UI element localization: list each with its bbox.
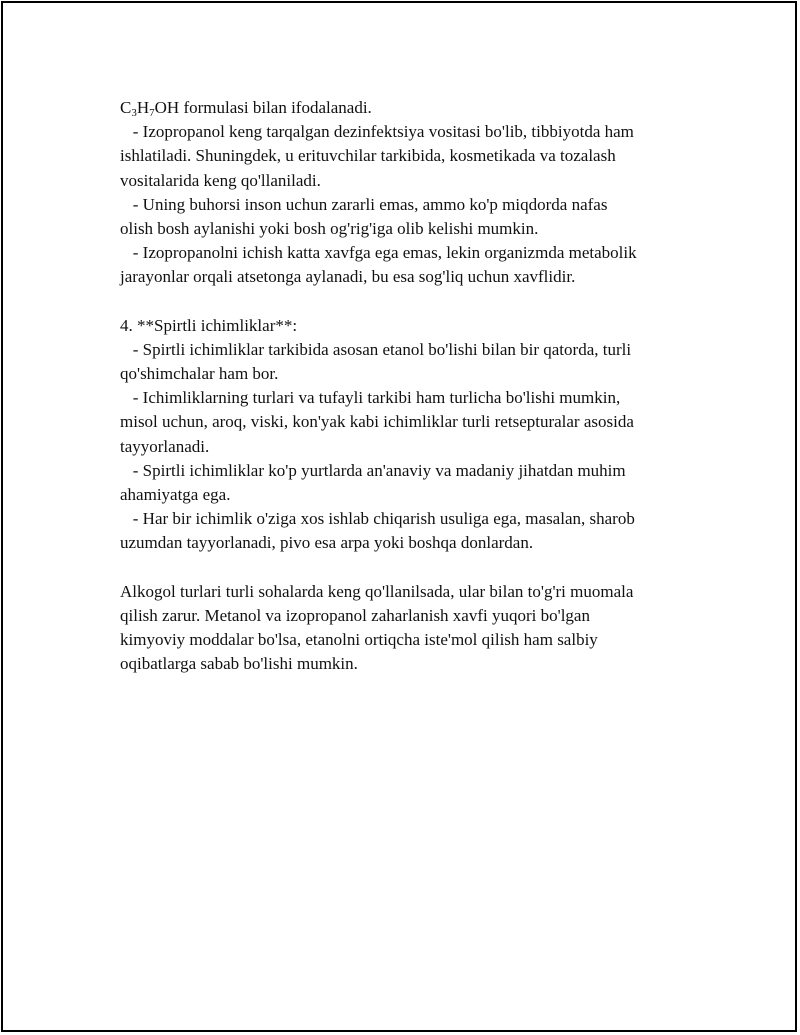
- formula-carbon: C: [120, 98, 132, 117]
- paragraph-line: misol uchun, aroq, viski, kon'yak kabi ichimliklar turli retsepturalar asosida: [120, 412, 634, 432]
- paragraph-line: - Izopropanolni ichish katta xavfga ega emas, lekin organizmda metabolik: [120, 243, 637, 263]
- paragraph-line: kimyoviy moddalar bo'lsa, etanolni ortiqcha iste'mol qilish ham salbiy: [120, 630, 598, 650]
- beverage-point: [120, 338, 700, 386]
- formula-line: [120, 96, 700, 120]
- paragraph-line: - Uning buhorsi inson uchun zararli emas, ammo ko'p miqdorda nafas: [120, 194, 608, 214]
- conclusion-paragraph: [120, 580, 700, 677]
- blank-line: [120, 556, 700, 580]
- paragraph-line: qilish zarur. Metanol va izopropanol zaharlanish xavfi yuqori bo'lgan: [120, 605, 590, 625]
- formula-hydroxyl: OH: [154, 98, 180, 117]
- formula-description: formulasi bilan ifodalanadi.: [179, 98, 372, 117]
- document-body: [120, 96, 700, 677]
- paragraph-line: - Har bir ichimlik o'ziga xos ishlab chiqarish usuliga ega, masalan, sharob: [120, 509, 635, 529]
- paragraph-line: tayyorlanadi.: [120, 436, 210, 456]
- formula-hydrogen: H: [136, 98, 150, 117]
- paragraph-line: - Spirtli ichimliklar tarkibida asosan etanol bo'lishi bilan bir qatorda, turli: [120, 339, 632, 359]
- paragraph-line: ishlatiladi. Shuningdek, u erituvchilar tarkibida, kosmetikada va tozalash: [120, 146, 616, 166]
- paragraph-line: Alkogol turlari turli sohalarda keng qo'llanilsada, ular bilan to'g'ri muomala: [120, 581, 634, 601]
- beverage-point: [120, 459, 700, 507]
- isopropanol-point: [120, 193, 700, 241]
- paragraph-line: - Spirtli ichimliklar ko'p yurtlarda an'anaviy va madaniy jihatdan muhim: [120, 460, 626, 480]
- formula-carbon-count: 3: [131, 107, 137, 119]
- paragraph-line: ahamiyatga ega.: [120, 485, 231, 504]
- paragraph-line: vositalarida keng qo'llaniladi.: [120, 170, 321, 190]
- paragraph-line: - Izopropanol keng tarqalgan dezinfektsiya vositasi bo'lib, tibbiyotda ham: [120, 122, 634, 142]
- paragraph-line: - Ichimliklarning turlari va tufayli tarkibi ham turlicha bo'lishi mumkin,: [120, 388, 621, 408]
- blank-line: [120, 290, 700, 314]
- paragraph-line: qo'shimchalar ham bor.: [120, 364, 279, 384]
- section-heading: 4. **Spirtli ichimliklar**:: [120, 315, 298, 335]
- isopropanol-point: [120, 241, 700, 289]
- paragraph-line: uzumdan tayyorlanadi, pivo esa arpa yoki boshqa donlardan.: [120, 533, 534, 553]
- paragraph-line: jarayonlar orqali atsetonga aylanadi, bu esa sog'liq uchun xavflidir.: [120, 267, 576, 287]
- paragraph-line: oqibatlarga sabab bo'lishi mumkin.: [120, 654, 358, 674]
- beverage-point: [120, 507, 700, 555]
- isopropanol-point: [120, 120, 700, 193]
- paragraph-line: olish bosh aylanishi yoki bosh og'rig'iga olib kelishi mumkin.: [120, 218, 539, 238]
- beverage-point: [120, 386, 700, 459]
- formula-hydrogen-count: 7: [149, 107, 155, 119]
- document-page: [1, 1, 797, 1032]
